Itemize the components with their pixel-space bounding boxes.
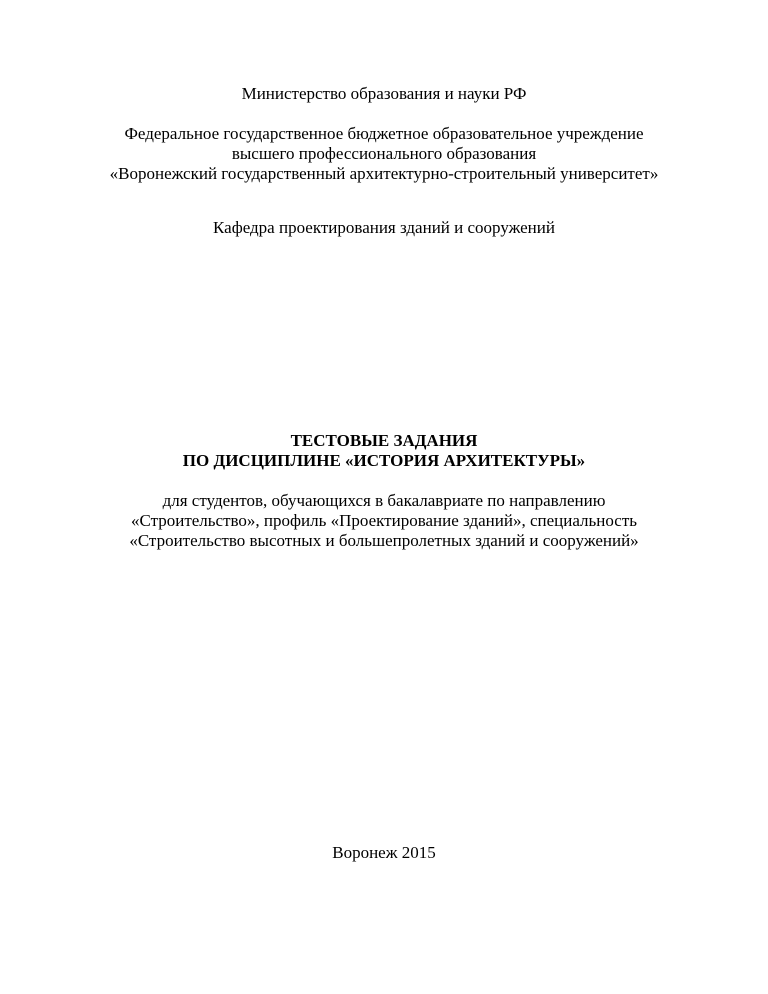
institution-line-3: «Воронежский государственный архитектурно-строительный университет» [109, 164, 659, 183]
subtitle-line-1: для студентов, обучающихся в бакалавриате по направлению [162, 491, 606, 510]
ministry-name: Министерство образования и науки РФ [241, 84, 527, 103]
document-title-line-2: ПО ДИСЦИПЛИНЕ «ИСТОРИЯ АРХИТЕКТУРЫ» [182, 451, 586, 470]
document-title-line-1: ТЕСТОВЫЕ ЗАДАНИЯ [290, 431, 478, 450]
subtitle-line-3: «Строительство высотных и большепролетных зданий и сооружений» [129, 531, 639, 550]
institution-line-1: Федеральное государственное бюджетное образовательное учреждение [124, 124, 644, 143]
subtitle-line-2: «Строительство», профиль «Проектирование зданий», специальность [130, 511, 638, 530]
department-name: Кафедра проектирования зданий и сооружений [213, 218, 555, 237]
institution-line-2: высшего профессионального образования [231, 144, 537, 163]
city-year: Воронеж 2015 [332, 843, 436, 862]
